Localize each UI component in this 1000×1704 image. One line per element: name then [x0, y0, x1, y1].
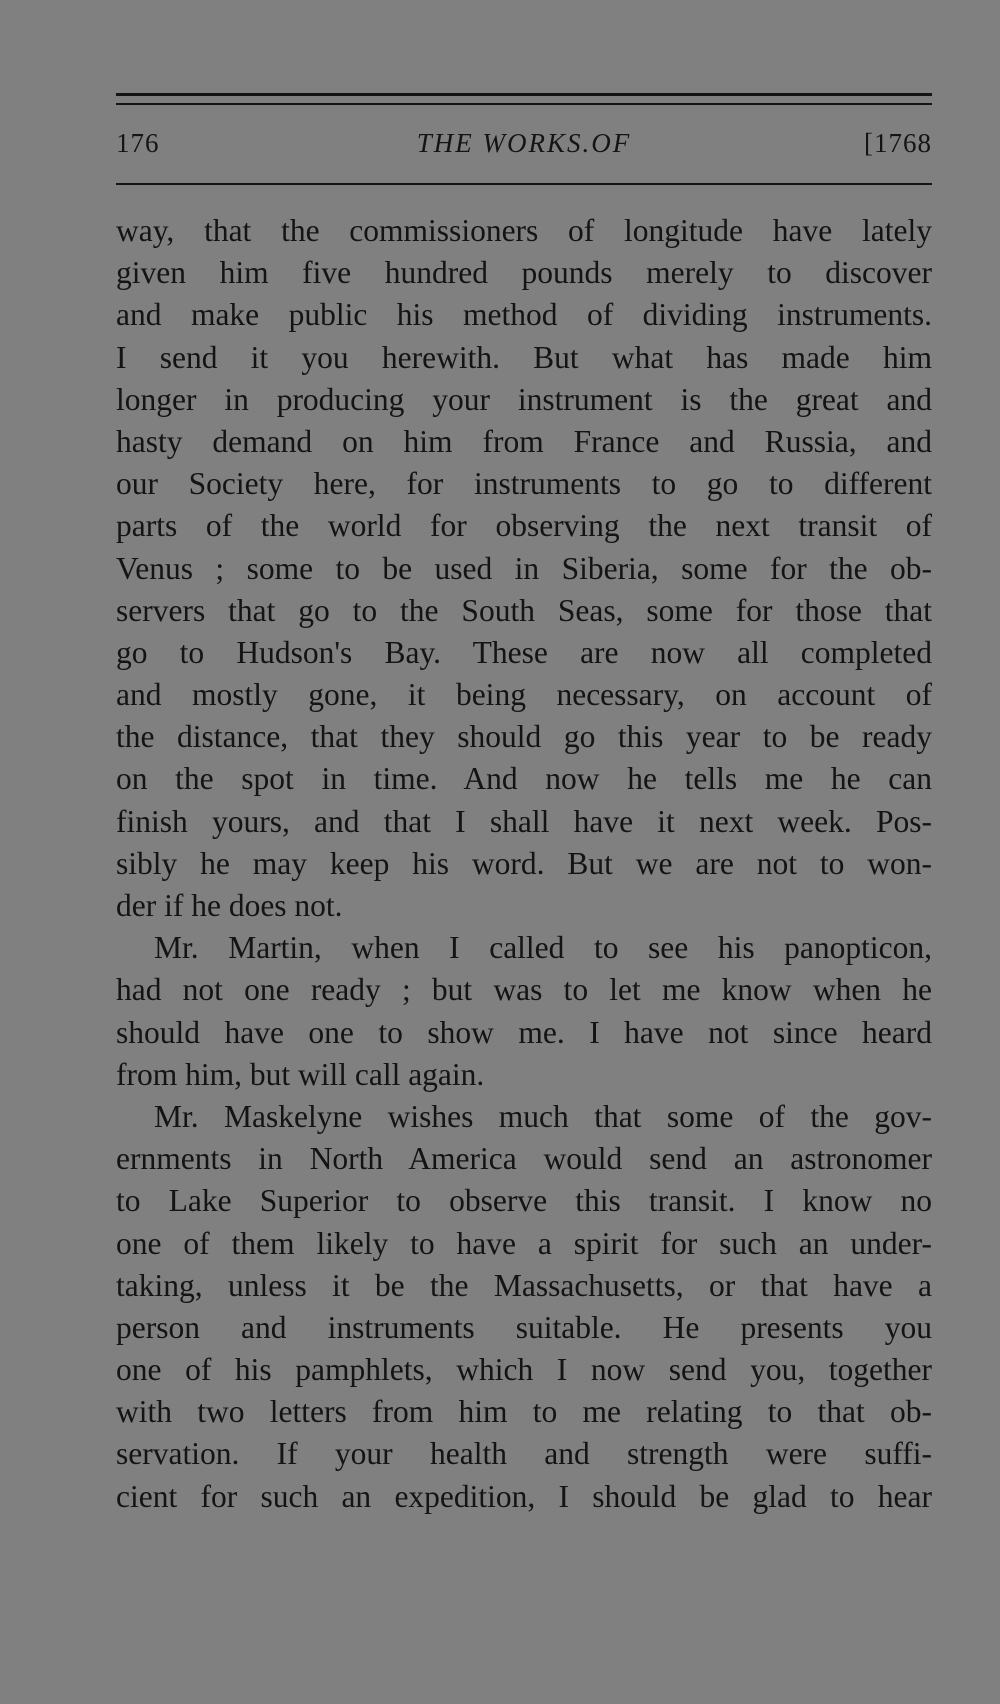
text-line: servers that go to the South Seas, some for those that	[116, 592, 932, 628]
text-line: the distance, that they should go this year to be ready	[116, 719, 932, 755]
text-line: parts of the world for observing the next transit of	[116, 508, 932, 544]
text-line: with two letters from him to me relating to that ob-	[116, 1394, 932, 1430]
text-line: cient for such an expedition, I should be glad to hear	[116, 1478, 932, 1514]
text-line: had not one ready ; but was to let me know when he	[116, 972, 932, 1008]
text-line: and mostly gone, it being necessary, on account of	[116, 677, 932, 713]
text-line: our Society here, for instruments to go to different	[116, 466, 932, 502]
text-line: longer in producing your instrument is the great and	[116, 381, 932, 417]
text-line: should have one to show me. I have not since heard	[116, 1014, 932, 1050]
text-line: given him five hundred pounds merely to discover	[116, 255, 932, 291]
paragraph-3	[116, 1096, 932, 1518]
header-rule-second	[116, 103, 932, 105]
text-line: der if he does not.	[116, 888, 343, 923]
text-line: Mr. Martin, when I called to see his panopticon,	[154, 930, 932, 966]
text-line: one of his pamphlets, which I now send you, together	[116, 1352, 932, 1388]
text-line: Venus ; some to be used in Siberia, some for the ob-	[116, 550, 932, 586]
text-line: person and instruments suitable. He presents you	[116, 1309, 932, 1345]
text-line: ernments in North America would send an astronomer	[116, 1141, 932, 1177]
text-line: go to Hudson's Bay. These are now all completed	[116, 634, 932, 670]
text-line: to Lake Superior to observe this transit. I know no	[116, 1183, 932, 1219]
text-line: taking, unless it be the Massachusetts, or that have a	[116, 1267, 932, 1303]
text-line: servation. If your health and strength were suffi-	[116, 1436, 932, 1472]
page-number: 176	[116, 128, 160, 158]
text-line: hasty demand on him from France and Russia, and	[116, 423, 932, 459]
header-rule-bottom	[116, 183, 932, 185]
text-line: way, that the commissioners of longitude have lately	[116, 213, 932, 248]
text-line: finish yours, and that I shall have it next week. Pos-	[116, 803, 932, 839]
paragraph-1	[116, 210, 932, 927]
paragraph-2	[116, 927, 932, 1096]
year-mark: [1768	[864, 128, 932, 158]
text-line: I send it you herewith. But what has made him	[116, 339, 932, 375]
text-line: on the spot in time. And now he tells me he can	[116, 761, 932, 797]
text-line: from him, but will call again.	[116, 1056, 485, 1092]
text-line: sibly he may keep his word. But we are not to won-	[116, 845, 932, 881]
running-head	[116, 128, 932, 168]
book-page	[116, 0, 932, 1704]
text-line: one of them likely to have a spirit for such an under-	[116, 1225, 932, 1261]
text-line: and make public his method of dividing instruments.	[116, 297, 932, 333]
running-title: THE WORKS.OF	[416, 128, 632, 158]
header-rule-top	[116, 93, 932, 96]
body-text	[116, 210, 932, 1518]
text-line: Mr. Maskelyne wishes much that some of the gov-	[154, 1098, 932, 1134]
